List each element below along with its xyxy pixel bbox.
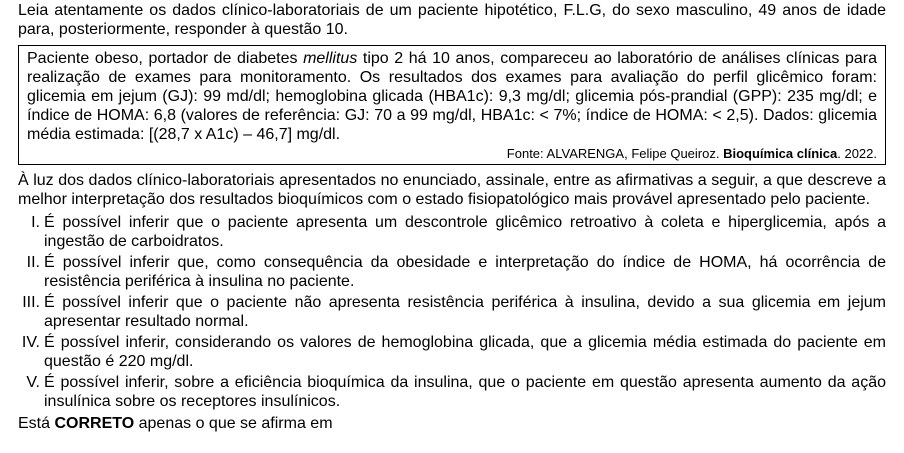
source-title: Bioquímica clínica: [723, 146, 838, 161]
final-suffix: apenas o que se afirma em: [134, 415, 333, 432]
intro-paragraph: Leia atentamente os dados clínico-laboratoriais de um paciente hipotético, F.L.G, do sexo masculino, 49 anos de idade para, posteriormente, responder à questão 10.: [18, 2, 886, 38]
statement-number: I.: [31, 214, 40, 231]
statement-item: [18, 253, 886, 291]
case-text: [27, 49, 877, 144]
case-box: [18, 45, 886, 165]
statement-item: [18, 293, 886, 331]
case-text-italic: mellitus: [303, 50, 358, 67]
final-prefix: Está: [18, 415, 55, 432]
case-text-part2: tipo 2 há 10 anos, compareceu ao laboratório de análises clínicas para realização de exames para monitoramento. Os resultados dos exames para avaliação do perfil glicêmico foram: glicemia em jejum (GJ): 99 md/dl; hemoglobina glicada (HBA1c): 9,3 mg/dl; glicemia pós-prandial (GPP): 235 mg/dl; e índice de HOMA: 6,8 (valores de referência: GJ: 70 a 99 mg/dl, HBA1c: < 7%; índice de HOMA: < 2,5). Dados: glicemia média estimada: [(28,7 x A1c) – 46,7] mg/dl.: [27, 50, 877, 143]
source-prefix: Fonte: ALVARENGA, Felipe Queiroz.: [506, 146, 724, 161]
statement-text: É possível inferir que o paciente apresenta um descontrole glicêmico retroativo à coleta e hiperglicemia, após a ingestão de carboidratos.: [44, 214, 886, 250]
source-suffix: . 2022.: [837, 146, 877, 161]
statement-number: II.: [26, 254, 40, 271]
final-prompt: [18, 414, 886, 433]
statement-number: IV.: [21, 334, 40, 351]
statement-number: III.: [22, 294, 40, 311]
statement-text: É possível inferir que o paciente não apresenta resistência periférica à insulina, devido a sua glicemia em jejum apresentar resultado normal.: [44, 294, 886, 330]
statement-item: [18, 373, 886, 411]
final-bold: CORRETO: [54, 415, 135, 432]
statement-list: [18, 213, 886, 411]
question-paragraph: À luz dos dados clínico-laboratoriais apresentados no enunciado, assinale, entre as afirmativas a seguir, a que descreve a melhor interpretação dos resultados bioquímicos com o estado fisiopatológico mais provável apresentado pelo paciente.: [18, 172, 886, 208]
statement-text: É possível inferir, sobre a eficiência bioquímica da insulina, que o paciente em questão apresenta aumento da ação insulínica sobre os receptores insulínicos.: [44, 374, 886, 410]
case-text-part1: Paciente obeso, portador de diabetes: [27, 50, 304, 67]
case-source: [27, 146, 877, 162]
statement-text: É possível inferir que, como consequência da obesidade e interpretação do índice de HOMA, há ocorrência de resistência periférica à insulina no paciente.: [44, 254, 886, 290]
statement-number: V.: [26, 374, 40, 391]
statement-item: [18, 213, 886, 251]
statement-text: É possível inferir, considerando os valores de hemoglobina glicada, que a glicemia média estimada do paciente em questão é 220 mg/dl.: [44, 334, 886, 370]
statement-item: [18, 333, 886, 371]
